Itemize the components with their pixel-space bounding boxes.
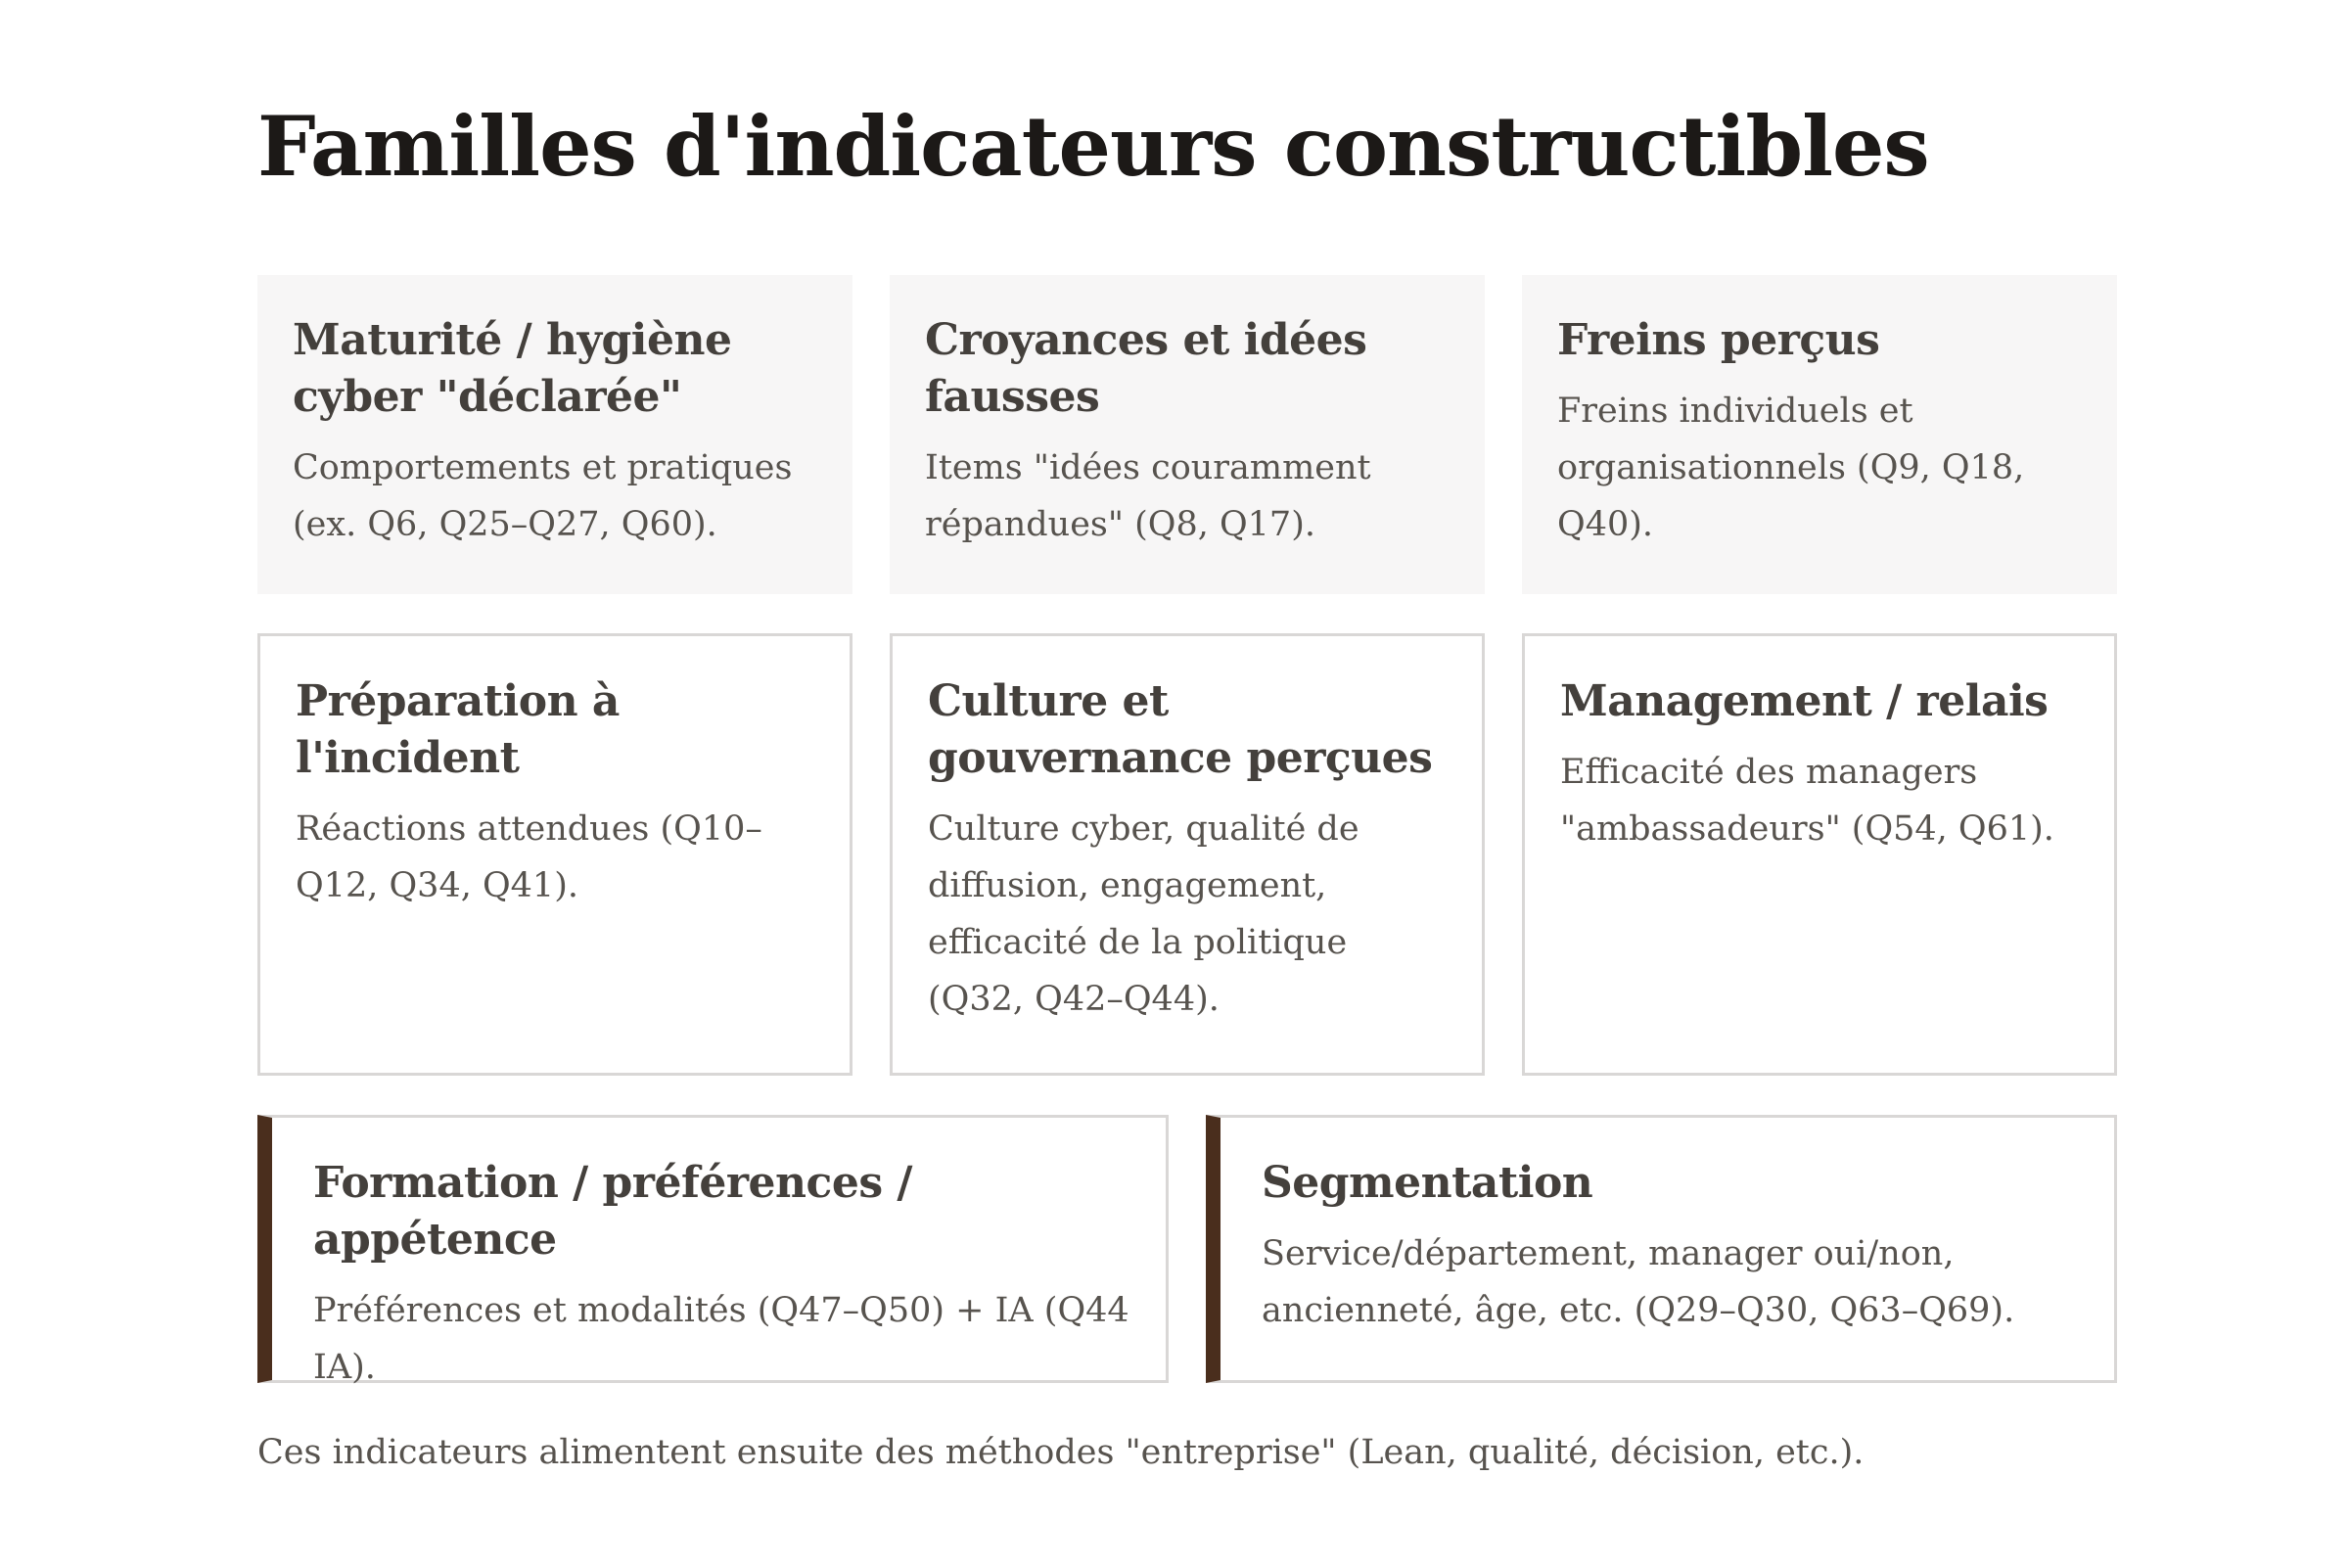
card-body: Service/département, manager oui/non, ancienneté, âge, etc. (Q29–Q30, Q63–Q69). (1262, 1233, 2015, 1330)
page-title: Familles d'indicateurs constructibles (257, 98, 1929, 195)
card-body: Efficacité des managers "ambassadeurs" (Q54, Q61). (1560, 752, 2054, 849)
card-body: Items "idées couramment répandues" (Q8, Q17). (925, 447, 1371, 544)
card-title: Segmentation (1262, 1157, 1593, 1208)
card-title: Croyances et idées fausses (925, 314, 1367, 422)
card-body: Freins individuels et organisationnels (Q9, Q18, Q40). (1557, 391, 2025, 544)
card-title: Freins perçus (1557, 314, 1880, 365)
card-preparation (257, 633, 852, 1076)
accent-cards-row (257, 1115, 2117, 1387)
card-culture (890, 633, 1485, 1076)
shaded-cards-row (257, 275, 2117, 594)
card-management (1522, 633, 2117, 1076)
card-title: Management / relais (1560, 675, 2049, 726)
footer-note: Ces indicateurs alimentent ensuite des méthodes "entreprise" (Lean, qualité, décision, etc.). (257, 1432, 1865, 1472)
card-croyances (890, 275, 1485, 594)
slide (257, 98, 2117, 1511)
outlined-cards-row (257, 633, 2117, 1076)
card-maturite (257, 275, 852, 594)
card-freins (1522, 275, 2117, 594)
card-body: Réactions attendues (Q10–Q12, Q34, Q41). (296, 808, 762, 905)
card-formation (257, 1115, 1169, 1387)
card-title: Maturité / hygiène cyber "déclarée" (293, 314, 732, 422)
card-body: Comportements et pratiques (ex. Q6, Q25–Q27, Q60). (293, 447, 793, 544)
card-title: Préparation à l'incident (296, 675, 620, 783)
card-body: Culture cyber, qualité de diffusion, engagement, efficacité de la politique (Q32, Q42–Q44). (928, 808, 1359, 1019)
card-title: Formation / préférences / appétence (313, 1157, 912, 1265)
card-title: Culture et gouvernance perçues (928, 675, 1433, 783)
card-body: Préférences et modalités (Q47–Q50) + IA (Q44 IA). (313, 1290, 1129, 1387)
card-segmentation (1206, 1115, 2117, 1383)
